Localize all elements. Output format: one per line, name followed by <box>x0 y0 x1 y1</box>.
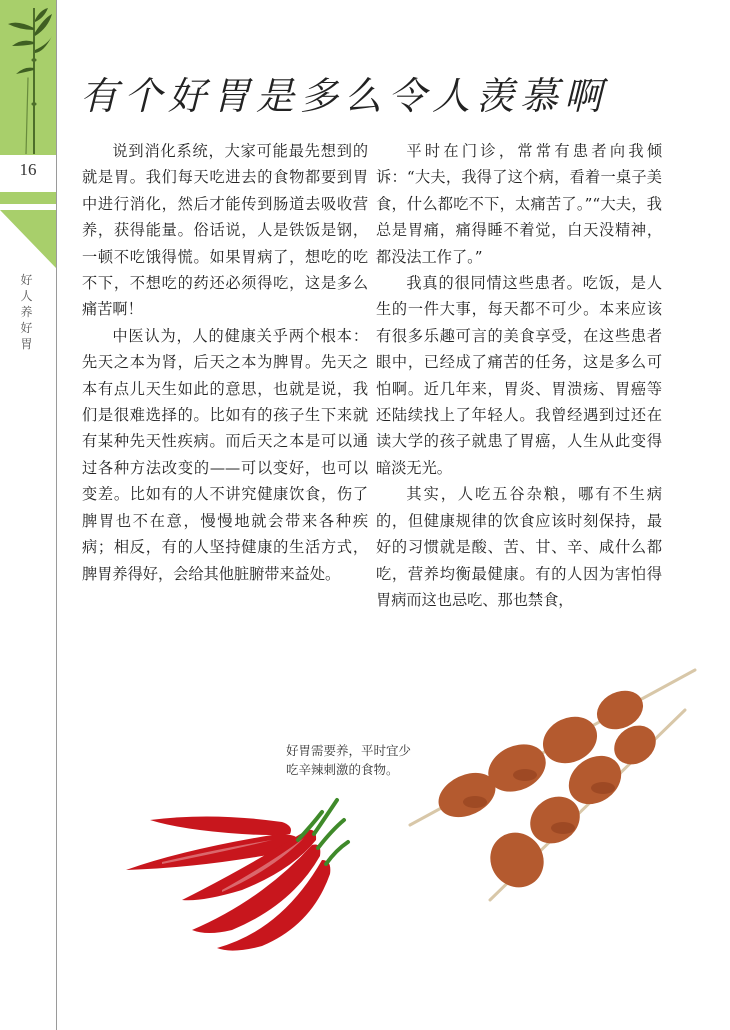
caption-line: 好胃需要养，平时宜少 <box>286 743 412 758</box>
paragraph: 我真的很同情这些患者。吃饭，是人生的一件大事，每天都不可少。本来应该有很多乐趣可言的美食享受，在这些患者眼中，已经成了痛苦的任务，这是多么可怕啊。近几年来，胃炎、胃溃疡、胃癌等还陆续找上了年轻人。我曾经遇到过还在读大学的孩子就患了胃癌，人生从此变得暗淡无光。 <box>376 274 662 477</box>
paragraph: 说到消化系统，大家可能最先想到的就是胃。我们每天吃进去的食物都要到胃中进行消化，然后才能传到肠道去吸收营养，获得能量。俗话说，人是铁饭是钢，一顿不吃饿得慌。如果胃病了，想吃的吃不下，不想吃的药还必须得吃，这是多么痛苦啊！ <box>82 142 368 319</box>
paragraph: 平时在门诊，常常有患者向我倾诉：“大夫，我得了这个病，看着一桌子美食，什么都吃不下，太痛苦了。”“大夫，我总是胃痛，痛得睡不着觉，白天没精神，都没法工作了。” <box>376 142 662 266</box>
section-label: 好人养好胃 <box>20 273 34 351</box>
page-title: 有个好胃是多么令人羡慕啊 <box>80 74 609 118</box>
paragraph: 中医认为，人的健康关乎两个根本：先天之本为肾，后天之本为脾胃。先天之本有点儿天生如此的意思，也就是说，我们是很难选择的。比如有的孩子生下来就有某种先天性疾病。而后天之本是可以通过各种方法改变的——可以变好，也可以变差。比如有的人不讲究健康饮食，伤了脾胃也不在意，慢慢地就会带来各种疾病；相反，有的人坚持健康的生活方式，脾胃养得好，会给其他脏腑带来益处。 <box>82 326 368 583</box>
caption-line: 吃辛辣刺激的食物。 <box>286 762 399 777</box>
page-number: 16 <box>19 160 37 179</box>
paragraph: 其实，人吃五谷杂粮，哪有不生病的，但健康规律的饮食应该时刻保持，最好的习惯就是酸、苦、甘、辛、咸什么都吃，营养均衡最健康。有的人因为害怕得胃病而这也忌吃、那也禁食， <box>376 485 662 609</box>
bamboo-icon <box>4 8 54 154</box>
green-stripe-decoration <box>0 192 56 268</box>
sidebar <box>0 0 57 1030</box>
text-column-right <box>376 138 662 613</box>
chili-pepper-image <box>122 790 362 960</box>
meat-skewer-image <box>405 660 705 910</box>
text-column-left <box>82 138 368 587</box>
image-caption <box>286 741 466 779</box>
